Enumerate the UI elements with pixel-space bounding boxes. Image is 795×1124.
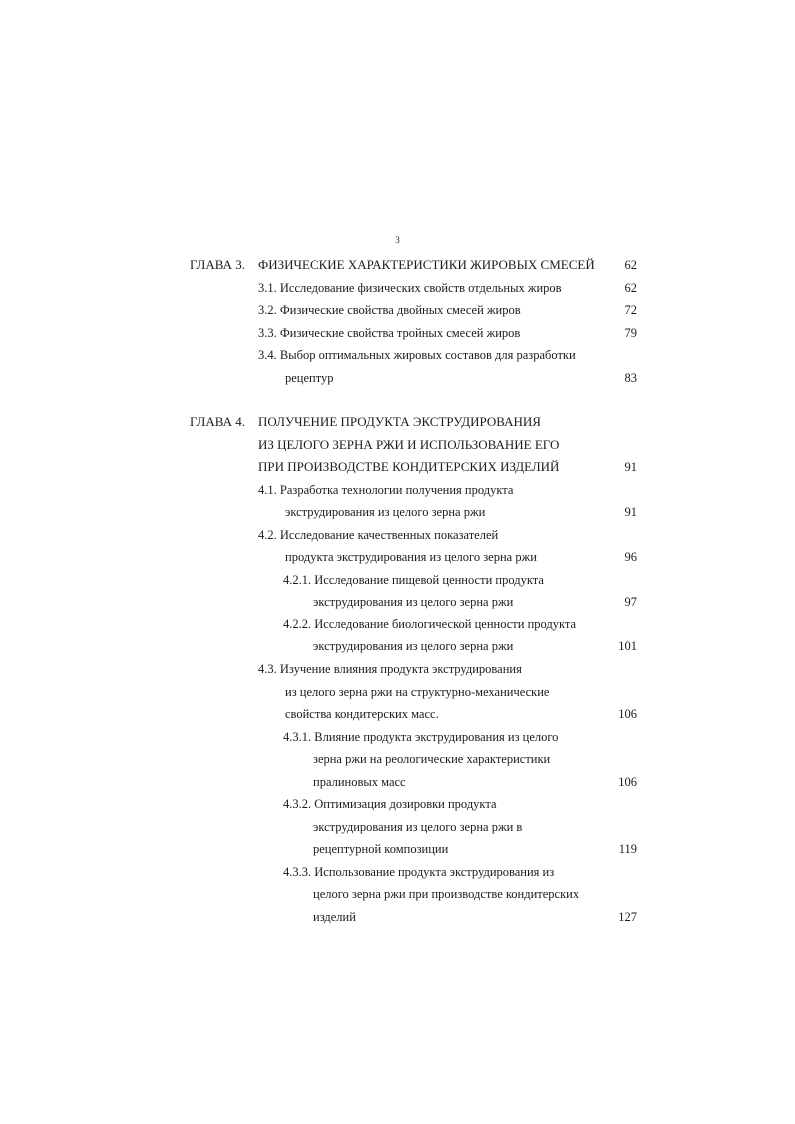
toc-entry-4-3-1: 4.3.1. Влияние продукта экструдирования из целого <box>283 730 559 744</box>
toc-entry-4-3-cont-1: из целого зерна ржи на структурно-механические <box>285 685 550 699</box>
toc-entry-4-1-page: 91 <box>624 505 637 519</box>
toc-entry-4-3-1-cont-2: пралиновых масс <box>313 775 406 789</box>
toc-entry-4-3-page: 106 <box>618 707 637 721</box>
toc-entry-4-2-1: 4.2.1. Исследование пищевой ценности продукта <box>283 573 544 587</box>
toc-entry-3-4-page: 83 <box>624 371 637 385</box>
toc-entry-4-3: 4.3. Изучение влияния продукта экструдирования <box>258 662 522 676</box>
toc-entry-4-3-3: 4.3.3. Использование продукта экструдирования из <box>283 865 555 879</box>
toc-entry-4-3-3-cont-1: целого зерна ржи при производстве кондитерских <box>313 887 580 901</box>
toc-entry-3-4: 3.4. Выбор оптимальных жировых составов для разработки <box>258 348 576 362</box>
toc-entry-4-2: 4.2. Исследование качественных показателей <box>258 528 499 542</box>
chapter-3-label: ГЛАВА 3. <box>190 257 245 272</box>
toc-entry-4-1: 4.1. Разработка технологии получения продукта <box>258 483 514 497</box>
toc-entry-3-2: 3.2. Физические свойства двойных смесей жиров <box>258 303 521 317</box>
chapter-3-page: 62 <box>624 258 637 272</box>
toc-entry-4-3-3-page: 127 <box>618 910 637 924</box>
toc-entry-4-3-cont-2: свойства кондитерских масс. <box>285 707 439 721</box>
chapter-3-title: ФИЗИЧЕСКИЕ ХАРАКТЕРИСТИКИ ЖИРОВЫХ СМЕСЕЙ <box>258 257 595 272</box>
toc-entry-3-1-page: 62 <box>624 281 637 295</box>
toc-entry-4-3-3-cont-2: изделий <box>313 910 356 924</box>
toc-entry-3-3-page: 79 <box>624 326 637 340</box>
toc-entry-3-4-cont: рецептур <box>285 371 334 385</box>
toc-entry-4-1-cont: экструдирования из целого зерна ржи <box>285 505 486 519</box>
toc-entry-4-3-2-cont-1: экструдирования из целого зерна ржи в <box>313 820 523 834</box>
toc-entry-4-2-2: 4.2.2. Исследование биологической ценности продукта <box>283 617 577 631</box>
toc-entry-4-3-2-cont-2: рецептурной композиции <box>313 842 449 856</box>
toc-entry-4-2-2-page: 101 <box>618 639 637 653</box>
page-number: 3 <box>395 235 400 245</box>
chapter-4-title-line-1: ПОЛУЧЕНИЕ ПРОДУКТА ЭКСТРУДИРОВАНИЯ <box>258 414 541 429</box>
toc-entry-3-2-page: 72 <box>624 303 637 317</box>
chapter-4-page: 91 <box>624 460 637 474</box>
toc-entry-4-2-2-cont: экструдирования из целого зерна ржи <box>313 639 514 653</box>
chapter-4-title-line-3: ПРИ ПРОИЗВОДСТВЕ КОНДИТЕРСКИХ ИЗДЕЛИЙ <box>258 459 560 474</box>
toc-entry-4-2-cont: продукта экструдирования из целого зерна ржи <box>285 550 537 564</box>
chapter-4-label: ГЛАВА 4. <box>190 414 245 429</box>
toc-entry-4-3-2-page: 119 <box>618 842 637 856</box>
toc-entry-4-3-2: 4.3.2. Оптимизация дозировки продукта <box>283 797 497 811</box>
toc-entry-3-1: 3.1. Исследование физических свойств отдельных жиров <box>258 281 562 295</box>
toc-entry-4-2-page: 96 <box>624 550 637 564</box>
toc-entry-4-3-1-cont-1: зерна ржи на реологические характеристики <box>313 752 551 766</box>
toc-entry-4-2-1-cont: экструдирования из целого зерна ржи <box>313 595 514 609</box>
toc-entry-3-3: 3.3. Физические свойства тройных смесей жиров <box>258 326 521 340</box>
toc-entry-4-3-1-page: 106 <box>618 775 637 789</box>
chapter-4-title-line-2: ИЗ ЦЕЛОГО ЗЕРНА РЖИ И ИСПОЛЬЗОВАНИЕ ЕГО <box>258 437 560 452</box>
toc-entry-4-2-1-page: 97 <box>624 595 637 609</box>
